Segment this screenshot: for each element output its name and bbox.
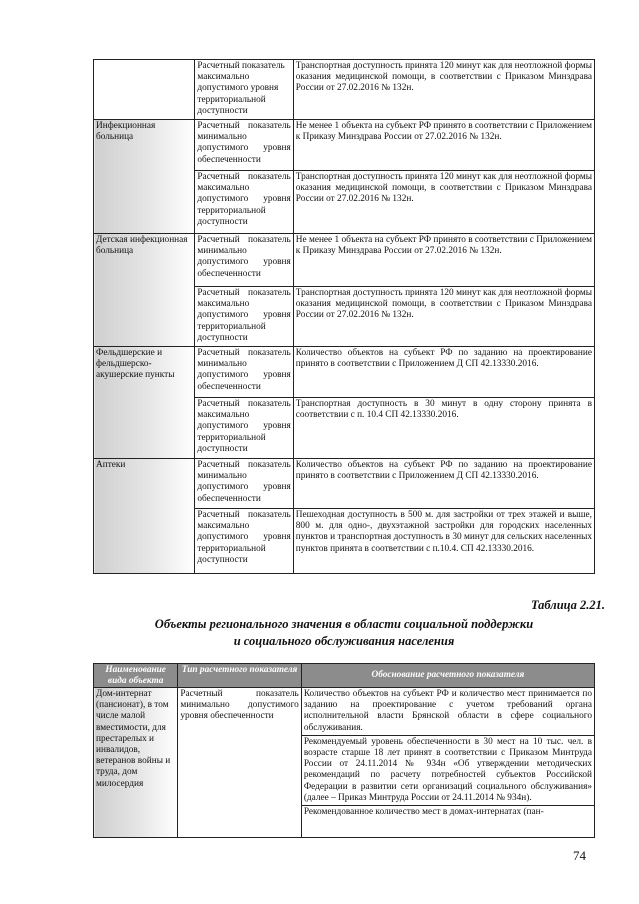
social-facilities-table [93, 663, 595, 838]
basis-cell: Не менее 1 объекта на субъект РФ принято в соответствии с Приложением к Приказу Минздрава России от 27.02.2016 № 132н. [293, 120, 594, 171]
table-title-line2: и социального обслуживания населения [233, 634, 455, 648]
basis-cell [301, 688, 594, 838]
basis-cell: Транспортная доступность принята 120 минут как для неотложной формы оказания медицинской помощи, в соответствии с Приказом Минздрава России от 27.02.2016 № 132н. [293, 287, 594, 347]
page-number: 74 [573, 848, 586, 863]
object-cell: Аптеки [94, 459, 195, 574]
basis-paragraph: Рекомендуемый уровень обеспеченности в 30 мест на 10 тыс. чел. в возрасте старше 18 лет принят в соответствии с Приказом Минтруда России от 24.11.2014 № 934н «Об утверждении методических рекомендаций по расчету потребностей субъектов Российской Федерации в развитии сети организаций социального обслуживания» (далее – Приказ Минтруда России от 24.11.2014 № 934н). [302, 736, 594, 806]
table-title-line1: Объекты регионального значения в области социальной поддержки [154, 617, 534, 631]
indicator-type-cell: Расчетный показатель минимально допустимого уровня обеспеченности [195, 459, 293, 509]
table-number: Таблица 2.21. [530, 598, 605, 612]
indicator-type-cell: Расчетный показатель максимально допустимого уровня территориальной доступности [195, 509, 293, 574]
object-cell [94, 60, 195, 120]
table-row [94, 60, 595, 120]
basis-cell: Транспортная доступность принята 120 минут как для неотложной формы оказания медицинской помощи, в соответствии с Приказом Минздрава России от 27.02.2016 № 132н. [293, 171, 594, 234]
indicator-type-cell: Расчетный показатель минимально допустимого уровня обеспеченности [195, 120, 293, 171]
basis-cell: Не менее 1 объекта на субъект РФ принято в соответствии с Приложением к Приказу Минздрава России от 27.02.2016 № 132н. [293, 234, 594, 287]
indicator-type-cell: Расчетный показатель максимально допустимого уровня территориальной доступности [195, 60, 293, 120]
basis-cell: Транспортная доступность в 30 минут в одну сторону принята в соответствии с п. 10.4 СП 42.13330.2016. [293, 398, 594, 459]
indicator-type-cell: Расчетный показатель максимально допустимого уровня территориальной доступности [195, 171, 293, 234]
table-header-row [94, 664, 595, 688]
indicator-type-cell: Расчетный показатель максимально допустимого уровня территориальной доступности [195, 398, 293, 459]
basis-cell: Количество объектов на субъект РФ по заданию на проектирование принято в соответствии с Приложением Д СП 42.13330.2016. [293, 459, 594, 509]
object-cell: Фельдшерские и фельдшерско-акушерские пункты [94, 347, 195, 459]
table-row [94, 120, 595, 171]
medical-facilities-table [93, 59, 595, 574]
indicator-type-cell: Расчетный показатель минимально допустимого уровня обеспеченности [195, 234, 293, 287]
indicator-type-cell: Расчетный показатель максимально допустимого уровня территориальной доступности [195, 287, 293, 347]
header-basis: Обоснование расчетного показателя [301, 664, 594, 688]
header-object: Наименование вида объекта [94, 664, 178, 688]
indicator-type-cell: Расчетный показатель минимально допустимого уровня обеспеченности [178, 688, 301, 838]
basis-cell: Транспортная доступность принята 120 минут как для неотложной формы оказания медицинской помощи, в соответствии с Приказом Минздрава России от 27.02.2016 № 132н. [293, 60, 594, 120]
object-cell: Детская инфекционная больница [94, 234, 195, 347]
object-cell: Инфекционная больница [94, 120, 195, 234]
table-row [94, 459, 595, 509]
basis-cell: Пешеходная доступность в 500 м. для застройки от трех этажей и выше, 800 м. для одно-, двухэтажной застройки для городских населенных пунктов и транспортная доступность в 30 минут для сельских населенных пунктов принята в соответствии с п.10.4. СП 42.13330.2016. [293, 509, 594, 574]
basis-cell: Количество объектов на субъект РФ по заданию на проектирование принято в соответствии с Приложением Д СП 42.13330.2016. [293, 347, 594, 398]
table-row [94, 688, 595, 838]
basis-paragraph: Количество объектов на субъект РФ и количество мест принимается по заданию на проектирование с учетом требований органа исполнительной власти Брянской области в сфере социального обслуживания. [302, 688, 594, 736]
header-type: Тип расчетного показателя [178, 664, 301, 688]
table-row [94, 347, 595, 398]
indicator-type-cell: Расчетный показатель минимально допустимого уровня обеспеченности [195, 347, 293, 398]
table-row [94, 234, 595, 287]
object-cell: Дом-интернат (пансионат), в том числе малой вместимости, для престарелых и инвалидов, ветеранов войны и труда, дом милосердия [94, 688, 178, 838]
basis-paragraph: Рекомендованное количество мест в домах-интернатах (пан- [303, 807, 544, 818]
